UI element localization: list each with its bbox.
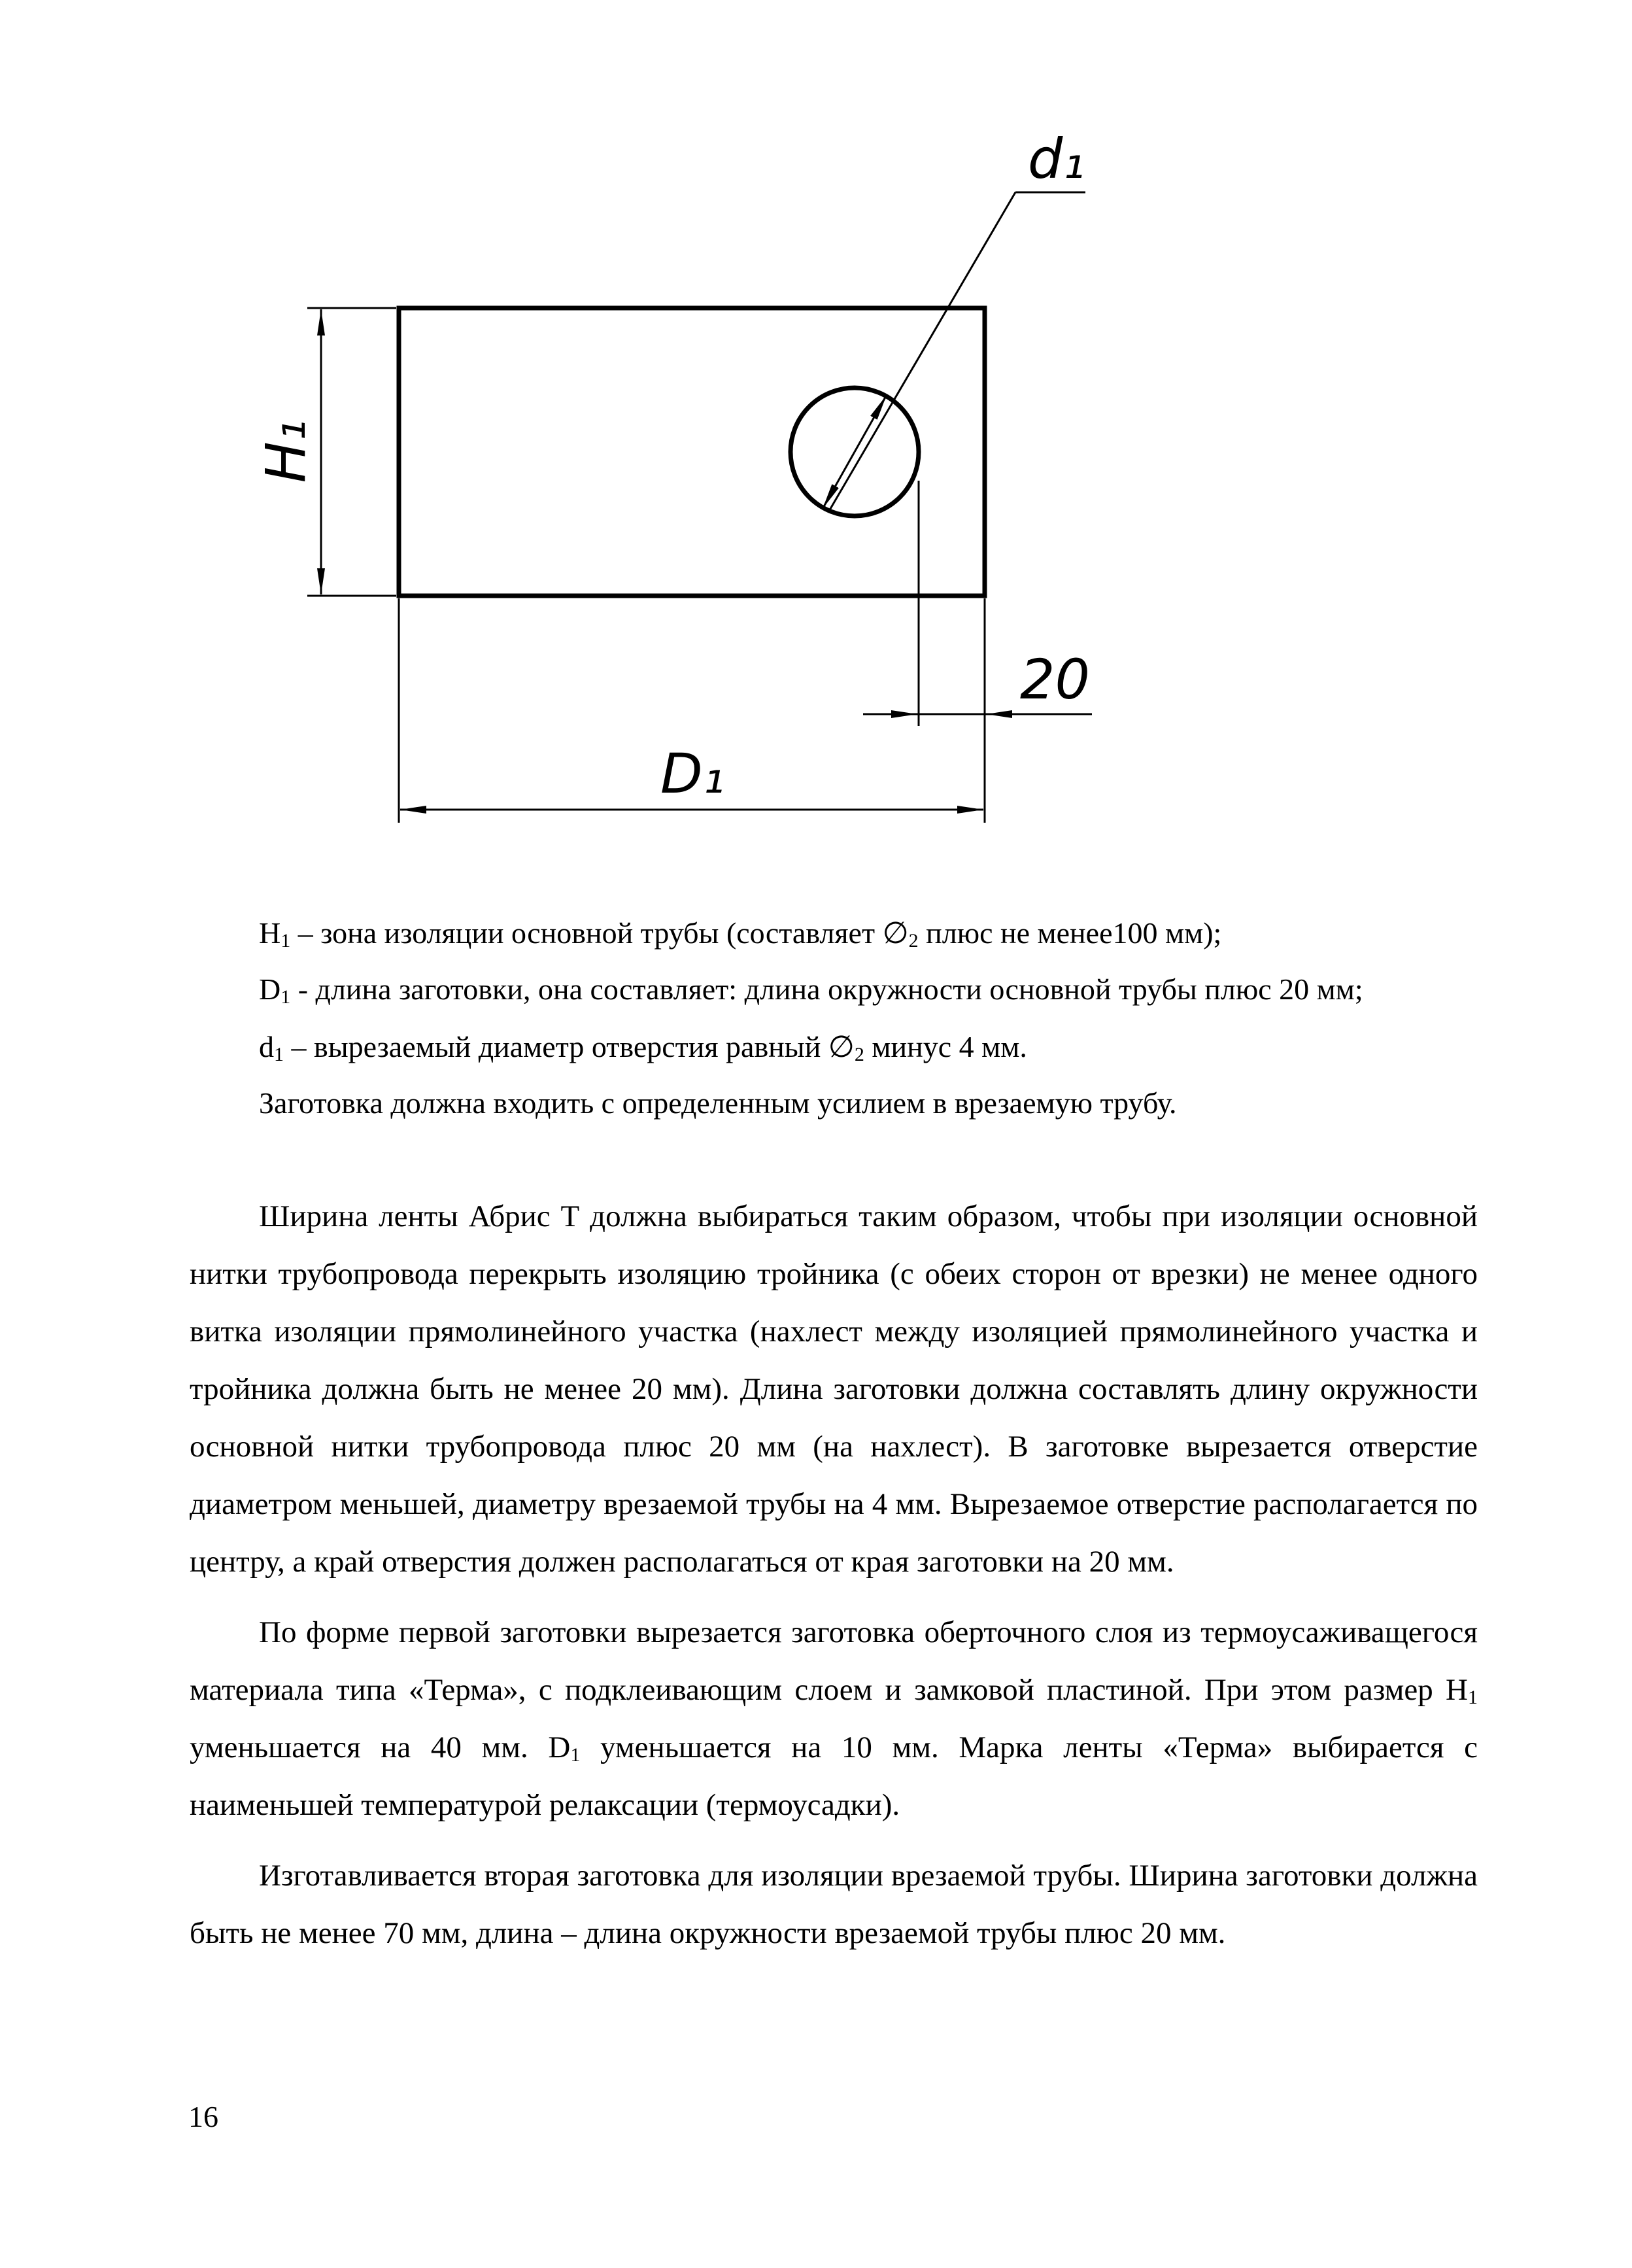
diameter-leader-line [828,192,1015,512]
d1-label: D₁ [660,742,725,806]
legend-h1: $H_1$ – зона изоляции основной трубы (составляет $\emptyset_2$ плюс не менее100 мм); [259,916,1222,952]
legend-fit-note: Заготовка должна входить с определенным усилием в врезаемую трубу. [259,1086,1177,1120]
page-number: 16 [188,2100,218,2133]
blank-rectangle [399,308,985,596]
paragraph-tape-width: Ширина ленты Абрис Т должна выбираться таким образом, чтобы при изоляции основной нитки трубопровода перекрыть изоляцию тройника (с обеих сторон от врезки) не менее одного витка изоляции прямолинейного участка (нахлест между изоляцией прямолинейного участка и тройника должна быть не менее 20 мм). Длина заготовки должна составлять длину окружности основной нитки трубопровода плюс 20 мм (на нахлест). В заготовке вырезается отверстие диаметром меньшей, диаметру врезаемой трубы на 4 мм. Вырезаемое отверстие располагается по центру, а край отверстия должен располагаться от края заготовки на 20 мм. [190,1199,1478,1579]
diameter-arrow-upper [855,395,887,452]
blank-drawing [0,0,1632,916]
legend-d1-diameter: $d_1$ – вырезаемый диаметр отверстия равный $\emptyset_2$ минус 4 мм. [259,1030,1027,1065]
legend-d1-length: $D_1$ - длина заготовки, она составляет: длина окружности основной трубы плюс 20 мм; [259,972,1363,1008]
diameter-label: d₁ [1028,127,1085,191]
diameter-arrow-lower [823,452,855,509]
body-text [190,1188,1478,1962]
h1-label: H₁ [254,419,318,483]
paragraph-wrap-blank: По форме первой заготовки вырезается заготовка оберточного слоя из термоусаживащегося материала типа «Терма», с подклеивающим слоем и замковой пластиной. При этом размер $H_1$ уменьшается на 40 мм. $D_1$ уменьшается на 10 мм. Марка ленты «Терма» выбирается с наименьшей температурой релаксации (термоусадки). [190,1615,1478,1822]
offset-label: 20 [1020,647,1090,712]
paragraph-second-blank: Изготавливается вторая заготовка для изоляции врезаемой трубы. Ширина заготовки должна быть не менее 70 мм, длина – длина окружности врезаемой трубы плюс 20 мм. [190,1859,1478,1950]
